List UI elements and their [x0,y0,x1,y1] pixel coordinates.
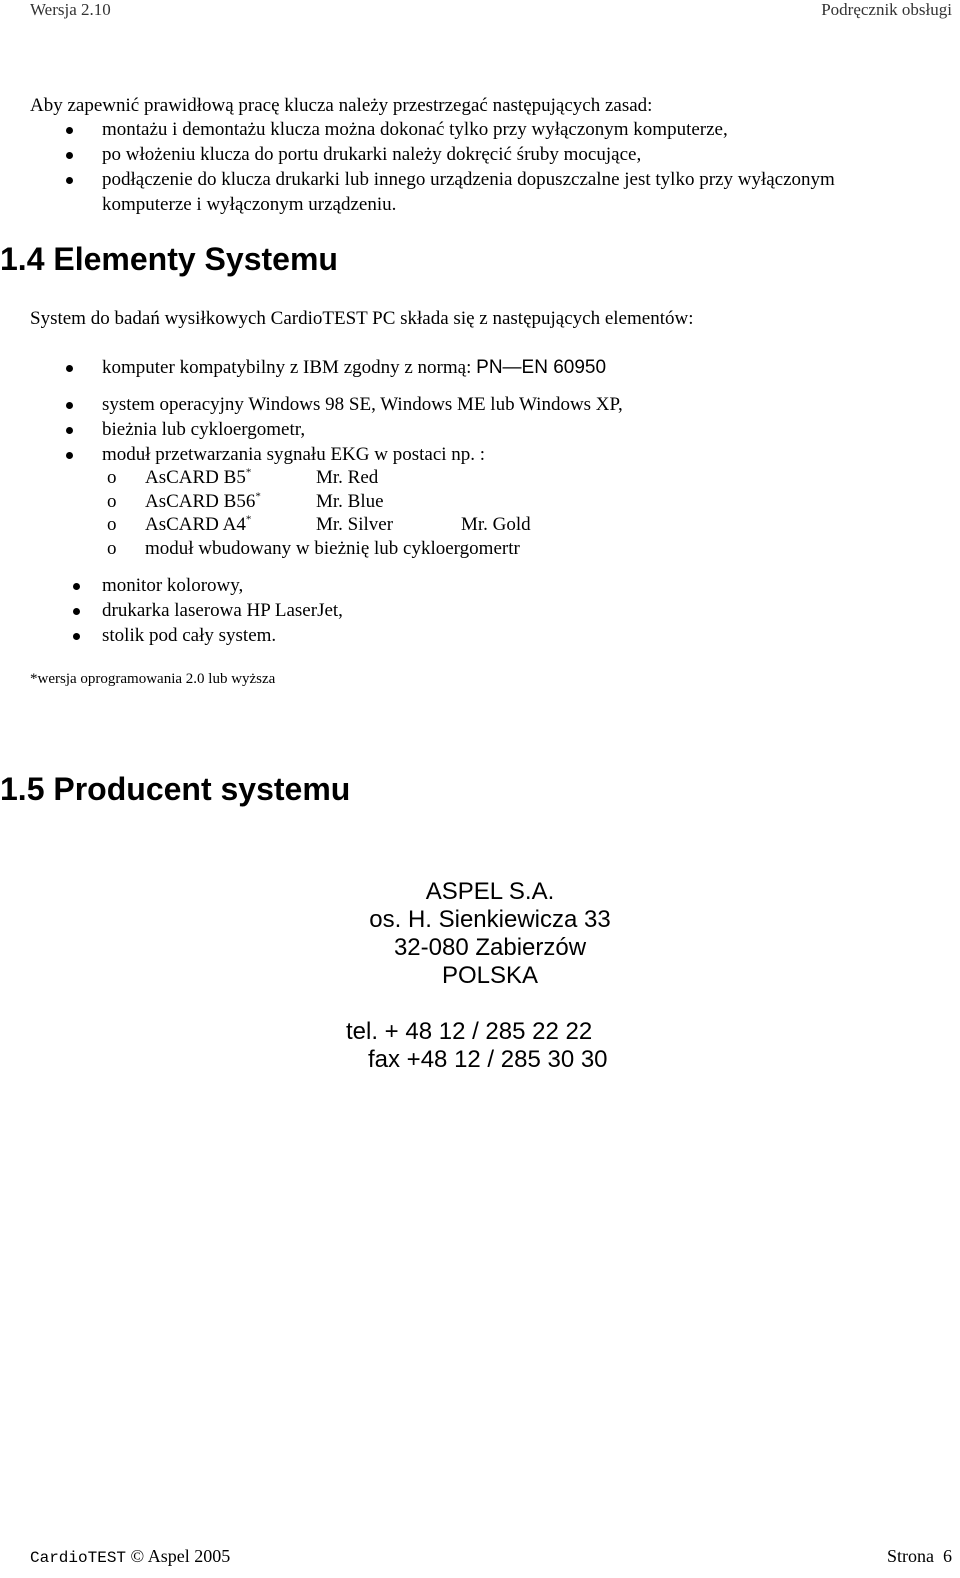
bullet-dot [66,177,73,184]
element-item: bieżnia lub cykloergometr, [102,419,306,440]
bullet-dot [66,402,73,409]
section-title-producer: 1.5 Producent systemu [0,771,351,807]
bullet-dot [66,127,73,134]
module-variant-alt: Mr. Gold [461,514,531,535]
bullet-dot [66,365,73,372]
module-name [145,466,251,490]
element-item: stolik pod cały system. [102,625,277,646]
element-item-computer-text: komputer kompatybilny z IBM zgodny z normą: [102,357,472,378]
footer-product: CardioTEST [30,1549,127,1567]
phone-number: tel. + 48 12 / 285 22 22 [346,1018,593,1045]
sub-bullet-marker: o [107,538,117,559]
footnote-star: * [245,466,252,479]
module-name-text: AsCARD B56 [145,491,256,512]
sub-bullet-marker: o [107,514,117,535]
bullet-dot [66,452,73,459]
rule-item: podłączenie do klucza drukarki lub innego urządzenia dopuszczalne jest tylko przy wyłączonym [102,169,835,190]
header-version: Wersja 2.10 [30,0,111,19]
footnote-star: * [245,513,252,526]
element-item-computer [102,356,606,380]
header-manual-title: Podręcznik obsługi [821,0,952,19]
address-country: POLSKA [441,962,539,989]
footnote-star: * [255,490,261,503]
module-name [145,490,261,514]
footer-page [887,1545,952,1567]
element-item: monitor kolorowy, [102,575,244,596]
module-name: moduł wbudowany w bieżnię lub cykloergomertr [145,538,520,559]
bullet-dot [66,152,73,159]
footer-page-label: Strona [887,1546,934,1566]
module-variant: Mr. Silver [316,514,394,535]
rule-item-continuation: komputerze i wyłączonym urządzeniu. [102,194,397,215]
address-city: 32-080 Zabierzów [393,934,587,961]
section14-lead: System do badań wysiłkowych CardioTEST PC składa się z następujących elementów: [30,308,694,329]
module-variant: Mr. Red [316,467,379,488]
element-item: moduł przetwarzania sygnału EKG w postaci np. : [102,444,486,465]
address-street: os. H. Sienkiewicza 33 [369,906,611,933]
rule-item: montażu i demontażu klucza można dokonać tylko przy wyłączonym komputerze, [102,119,728,140]
module-name-text: AsCARD B5 [145,467,246,488]
bullet-dot [66,427,73,434]
sub-bullet-marker: o [107,467,117,488]
bullet-dot [73,633,80,640]
module-name-text: AsCARD A4 [145,514,246,535]
intro-lead: Aby zapewnić prawidłową pracę klucza należy przestrzegać następujących zasad: [30,95,653,116]
fax-number: fax +48 12 / 285 30 30 [368,1046,608,1073]
footer-left [30,1545,230,1569]
element-item: drukarka laserowa HP LaserJet, [102,600,343,621]
rule-item: po włożeniu klucza do portu drukarki należy dokręcić śruby mocujące, [102,144,642,165]
sub-bullet-marker: o [107,491,117,512]
footer-page-number: 6 [943,1546,952,1566]
standard-norm: PN—EN 60950 [476,357,607,378]
element-item: system operacyjny Windows 98 SE, Windows ME lub Windows XP, [102,394,623,415]
bullet-dot [73,608,80,615]
section-title-elements: 1.4 Elementy Systemu [0,241,338,277]
bullet-dot [73,583,80,590]
module-variant: Mr. Blue [316,491,384,512]
module-name [145,513,251,537]
address-company: ASPEL S.A. [425,878,555,905]
footnote: *wersja oprogramowania 2.0 lub wyższa [30,671,276,687]
footer-copyright: © Aspel 2005 [126,1546,231,1566]
